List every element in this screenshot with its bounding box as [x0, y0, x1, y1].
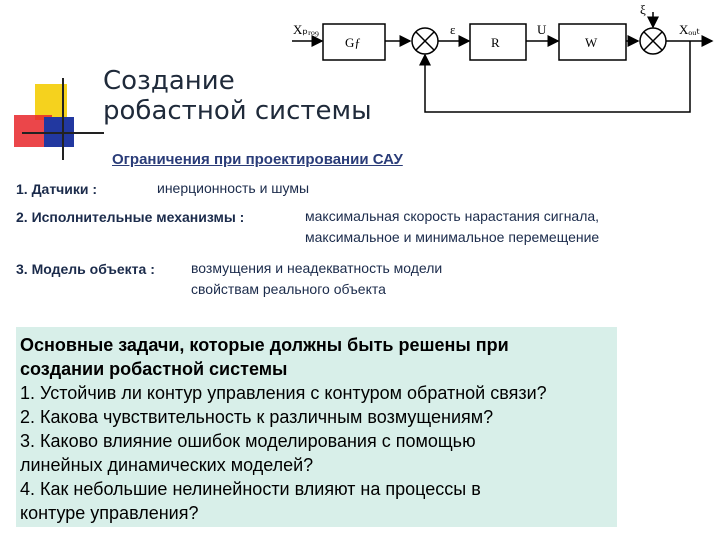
constraint-2-line-1: максимальная скорость нарастания сигнала,	[305, 208, 600, 224]
decor-horizontal-line	[22, 132, 104, 134]
tasks-heading	[20, 333, 509, 381]
gf-label: Gƒ	[345, 35, 361, 50]
slide-title	[103, 66, 372, 126]
tasks-heading-line-2: создании робастной системы	[20, 359, 288, 379]
plant-label: W	[585, 35, 598, 50]
constraint-2-value	[305, 206, 599, 248]
constraint-1-label: 1. Датчики :	[16, 181, 98, 197]
title-line-2: робастной системы	[103, 96, 372, 126]
task-item-2: 2. Какова чувствительность к различным возмущениям?	[20, 407, 494, 427]
task-item-3-cont: линейных динамических моделей?	[20, 455, 314, 475]
constraint-1-line-1: инерционность и шумы	[157, 180, 310, 196]
constraint-2-line-2: максимальное и минимальное перемещение	[305, 229, 600, 245]
output-label: Xₒᵤₜ	[679, 22, 701, 37]
constraint-1-value	[157, 178, 309, 199]
error-label: ε	[450, 22, 456, 37]
task-item-3: 3. Каково влияние ошибок моделирования с помощью	[20, 431, 476, 451]
input-label: Xₚᵣₒ₉	[293, 22, 320, 37]
constraint-3-label: 3. Модель объекта :	[16, 261, 155, 277]
task-item-1: 1. Устойчив ли контур управления с контуром обратной связи?	[20, 383, 547, 403]
task-item-4-cont: контуре управления?	[20, 503, 199, 523]
constraint-3-line-2: свойствам реального объекта	[191, 281, 386, 297]
constraint-2-label: 2. Исполнительные механизмы :	[16, 209, 245, 225]
section-subtitle: Ограничения при проектировании САУ	[112, 151, 403, 168]
task-item-4: 4. Как небольшие нелинейности влияют на процессы в	[20, 479, 481, 499]
tasks-heading-line-1: Основные задачи, которые должны быть решены при	[20, 335, 509, 355]
constraint-3-line-1: возмущения и неадекватность модели	[191, 260, 443, 276]
controller-label: R	[491, 35, 500, 50]
title-line-1: Создание	[103, 66, 235, 96]
decor-vertical-line	[62, 78, 64, 160]
disturbance-label: ξ	[640, 2, 646, 17]
constraint-3-value	[191, 258, 442, 300]
control-signal-label: U	[537, 22, 547, 37]
